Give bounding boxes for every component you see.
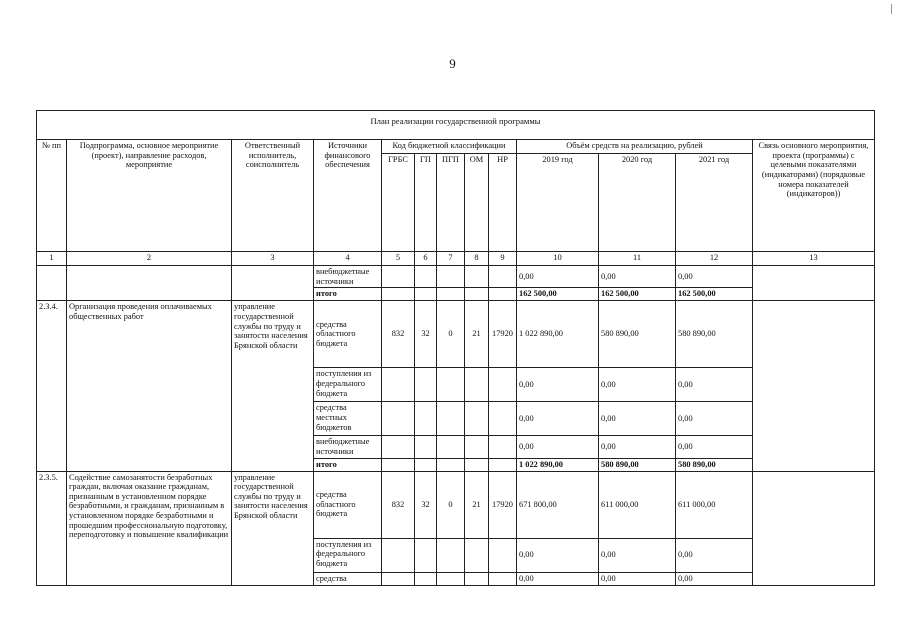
header-2019: 2019 год [517,153,599,251]
value-2020: 0,00 [599,572,676,585]
pgp-cell: 0 [437,471,465,538]
source-cell: внебюджетные источники [314,436,382,458]
header-link: Связь основного мероприятия, проекта (программы) с целевыми показателями (индикаторами) (порядковые номера показателей (индикаторов)) [753,139,875,251]
item-number: 2.3.4. [37,301,67,471]
value-2020: 0,00 [599,538,676,572]
value-2019: 0,00 [517,368,599,402]
pgp-cell: 0 [437,301,465,368]
source-cell: средства [314,572,382,585]
header-om: ОМ [465,153,489,251]
value-2020: 162 500,00 [599,288,676,301]
column-number: 13 [753,251,875,265]
np-cell: 17920 [489,301,517,368]
header-volume: Объём средств на реализацию, рублей [517,139,753,153]
header-executor: Ответственный исполнитель, соисполнитель [232,139,314,251]
value-2020: 0,00 [599,436,676,458]
item-executor: управление государственной службы по труду и занятости населения Брянской области [232,301,314,471]
table-row [37,301,875,368]
item-executor: управление государственной службы по труду и занятости населения Брянской области [232,471,314,585]
value-2021: 0,00 [676,572,753,585]
np-cell: 17920 [489,471,517,538]
header-np: НР [489,153,517,251]
column-number: 4 [314,251,382,265]
value-2019: 1 022 890,00 [517,458,599,471]
value-2020: 0,00 [599,402,676,436]
scan-edge-mark [891,4,892,14]
value-2020: 611 000,00 [599,471,676,538]
header-pgp: ПГП [437,153,465,251]
value-2019: 0,00 [517,436,599,458]
header-gp: ГП [415,153,437,251]
column-number: 2 [67,251,232,265]
grbs-cell: 832 [382,471,415,538]
value-2019: 671 800,00 [517,471,599,538]
source-cell: средства областного бюджета [314,301,382,368]
source-cell: итого [314,288,382,301]
column-number: 8 [465,251,489,265]
header-budget-code: Код бюджетной классификации [382,139,517,153]
value-2020: 0,00 [599,368,676,402]
header-program: Подпрограмма, основное мероприятие (проект), направление расходов, мероприятие [67,139,232,251]
value-2021: 0,00 [676,538,753,572]
source-cell: итого [314,458,382,471]
value-2020: 0,00 [599,265,676,287]
column-number: 9 [489,251,517,265]
column-number: 7 [437,251,465,265]
value-2020: 580 890,00 [599,458,676,471]
header-grbs: ГРБС [382,153,415,251]
header-sources: Источники финансового обеспечения [314,139,382,251]
page-number: 9 [449,56,456,71]
value-2021: 580 890,00 [676,301,753,368]
value-2020: 580 890,00 [599,301,676,368]
item-name: Организация проведения оплачиваемых общественных работ [67,301,232,471]
program-plan-table [36,110,875,586]
value-2021: 580 890,00 [676,458,753,471]
grbs-cell: 832 [382,301,415,368]
om-cell: 21 [465,471,489,538]
column-number: 11 [599,251,676,265]
source-cell: поступления из федерального бюджета [314,538,382,572]
header-num: № пп [37,139,67,251]
value-2021: 0,00 [676,368,753,402]
item-number: 2.3.5. [37,471,67,585]
column-numbers-row [37,251,875,265]
value-2019: 0,00 [517,265,599,287]
column-number: 6 [415,251,437,265]
value-2019: 0,00 [517,402,599,436]
source-cell: внебюджетные источники [314,265,382,287]
header-2021: 2021 год [676,153,753,251]
value-2019: 0,00 [517,538,599,572]
table-row [37,471,875,538]
gp-cell: 32 [415,471,437,538]
om-cell: 21 [465,301,489,368]
value-2021: 611 000,00 [676,471,753,538]
value-2019: 162 500,00 [517,288,599,301]
source-cell: средства областного бюджета [314,471,382,538]
header-2020: 2020 год [599,153,676,251]
column-number: 3 [232,251,314,265]
table-row [37,265,875,287]
column-number: 5 [382,251,415,265]
gp-cell: 32 [415,301,437,368]
column-number: 10 [517,251,599,265]
source-cell: средства местных бюджетов [314,402,382,436]
value-2021: 0,00 [676,436,753,458]
value-2021: 0,00 [676,402,753,436]
value-2021: 0,00 [676,265,753,287]
value-2019: 1 022 890,00 [517,301,599,368]
value-2021: 162 500,00 [676,288,753,301]
value-2019: 0,00 [517,572,599,585]
source-cell: поступления из федерального бюджета [314,368,382,402]
item-name: Содействие самозанятости безработных граждан, включая оказание гражданам, признанным в установленном порядке безработными, и гражданам, признанным в установленном порядке безработными и прошедшим профессиональную подготовку, переподготовку и повышение квалификации [67,471,232,585]
column-number: 1 [37,251,67,265]
table-title: План реализации государственной программы [37,111,875,140]
column-number: 12 [676,251,753,265]
